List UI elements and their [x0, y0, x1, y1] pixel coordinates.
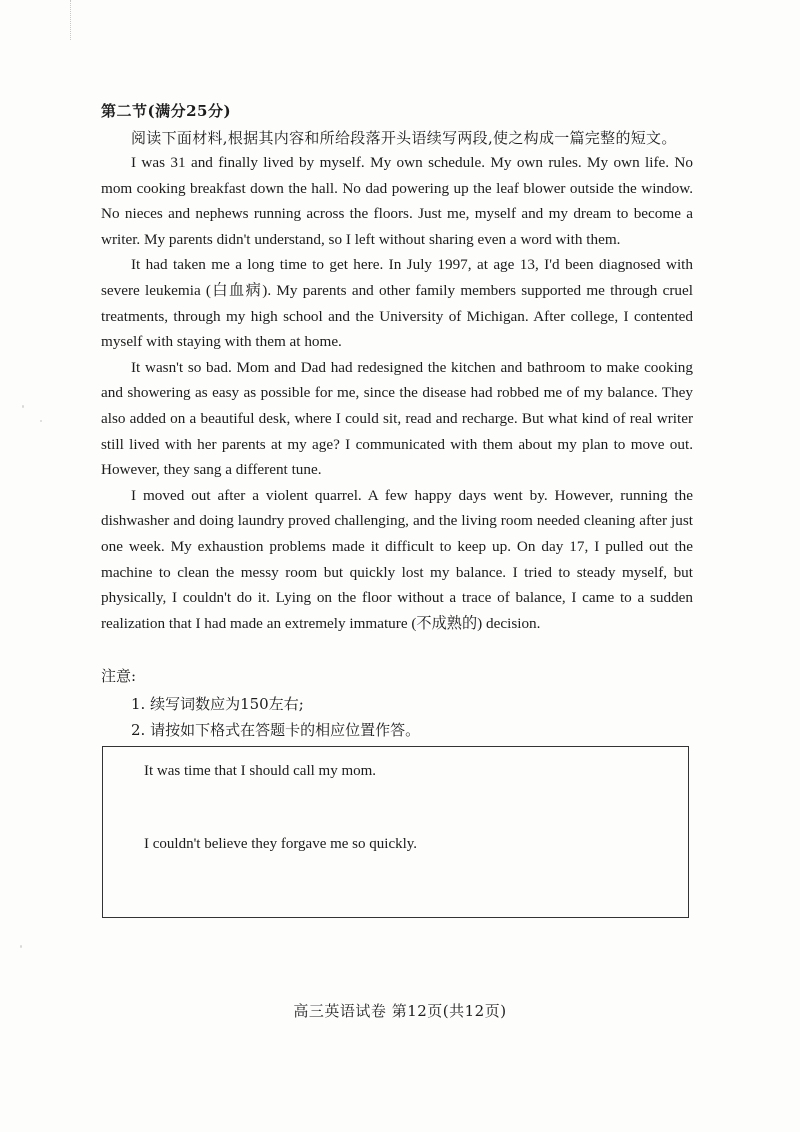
scan-edge-mark — [70, 0, 72, 40]
note-item: 1. 续写词数应为150左右; — [131, 695, 304, 713]
scan-speck — [20, 945, 22, 948]
scan-speck — [22, 405, 24, 408]
page-footer: 高三英语试卷 第12页(共12页) — [293, 1002, 507, 1020]
notes-block — [101, 665, 420, 745]
passage-paragraph: It wasn't so bad. Mom and Dad had redesigned the kitchen and bathroom to make cooking and showering as easy as possible for me, since the disease had robbed me of my balance. They also added on a beautiful desk, where I could sit, read and recharge. But what kind of real writer still lived with her parents at my age? I communicated with them about my plan to move out. However, they sang a different tune. — [101, 358, 693, 479]
scan-speck — [40, 420, 42, 422]
passage-paragraph: I moved out after a violent quarrel. A few happy days went by. However, running the dishwasher and doing laundry proved challenging, and the living room needed cleaning after just one week. My exhaustion problems made it difficult to keep up. On day 17, I pulled out the machine to clean the messy room but quickly lost my balance. I tried to steady myself, but physically, I couldn't do it. Lying on the floor without a trace of balance, I came to a sudden realization that I had made an extremely immature (不成熟的) decision. — [101, 486, 693, 632]
section-instruction: 阅读下面材料,根据其内容和所给段落开头语续写两段,使之构成一篇完整的短文。 — [131, 129, 677, 147]
notes-title: 注意: — [101, 667, 137, 685]
reading-passage — [101, 150, 693, 636]
passage-paragraph: It had taken me a long time to get here. In July 1997, at age 13, I'd been diagnosed with severe leukemia (白血病). My parents and other family members supported me through cruel treatments, through my high school and the University of Michigan. After college, I contented myself with staying with them at home. — [101, 256, 693, 351]
continuation-prompt-2: I couldn't believe they forgave me so quickly. — [144, 836, 418, 852]
answer-format-box — [102, 746, 689, 918]
note-item: 2. 请按如下格式在答题卡的相应位置作答。 — [131, 721, 421, 739]
section-title: 第二节(满分25分) — [101, 102, 232, 120]
passage-paragraph: I was 31 and finally lived by myself. My own schedule. My own rules. My own life. No mom cooking breakfast down the hall. No dad powering up the leaf blower outside the window. No nieces and nephews running across the floors. Just me, myself and my dream to become a writer. My parents didn't understand, so I left without sharing even a word with them. — [101, 154, 693, 248]
continuation-prompt-1: It was time that I should call my mom. — [144, 763, 377, 779]
